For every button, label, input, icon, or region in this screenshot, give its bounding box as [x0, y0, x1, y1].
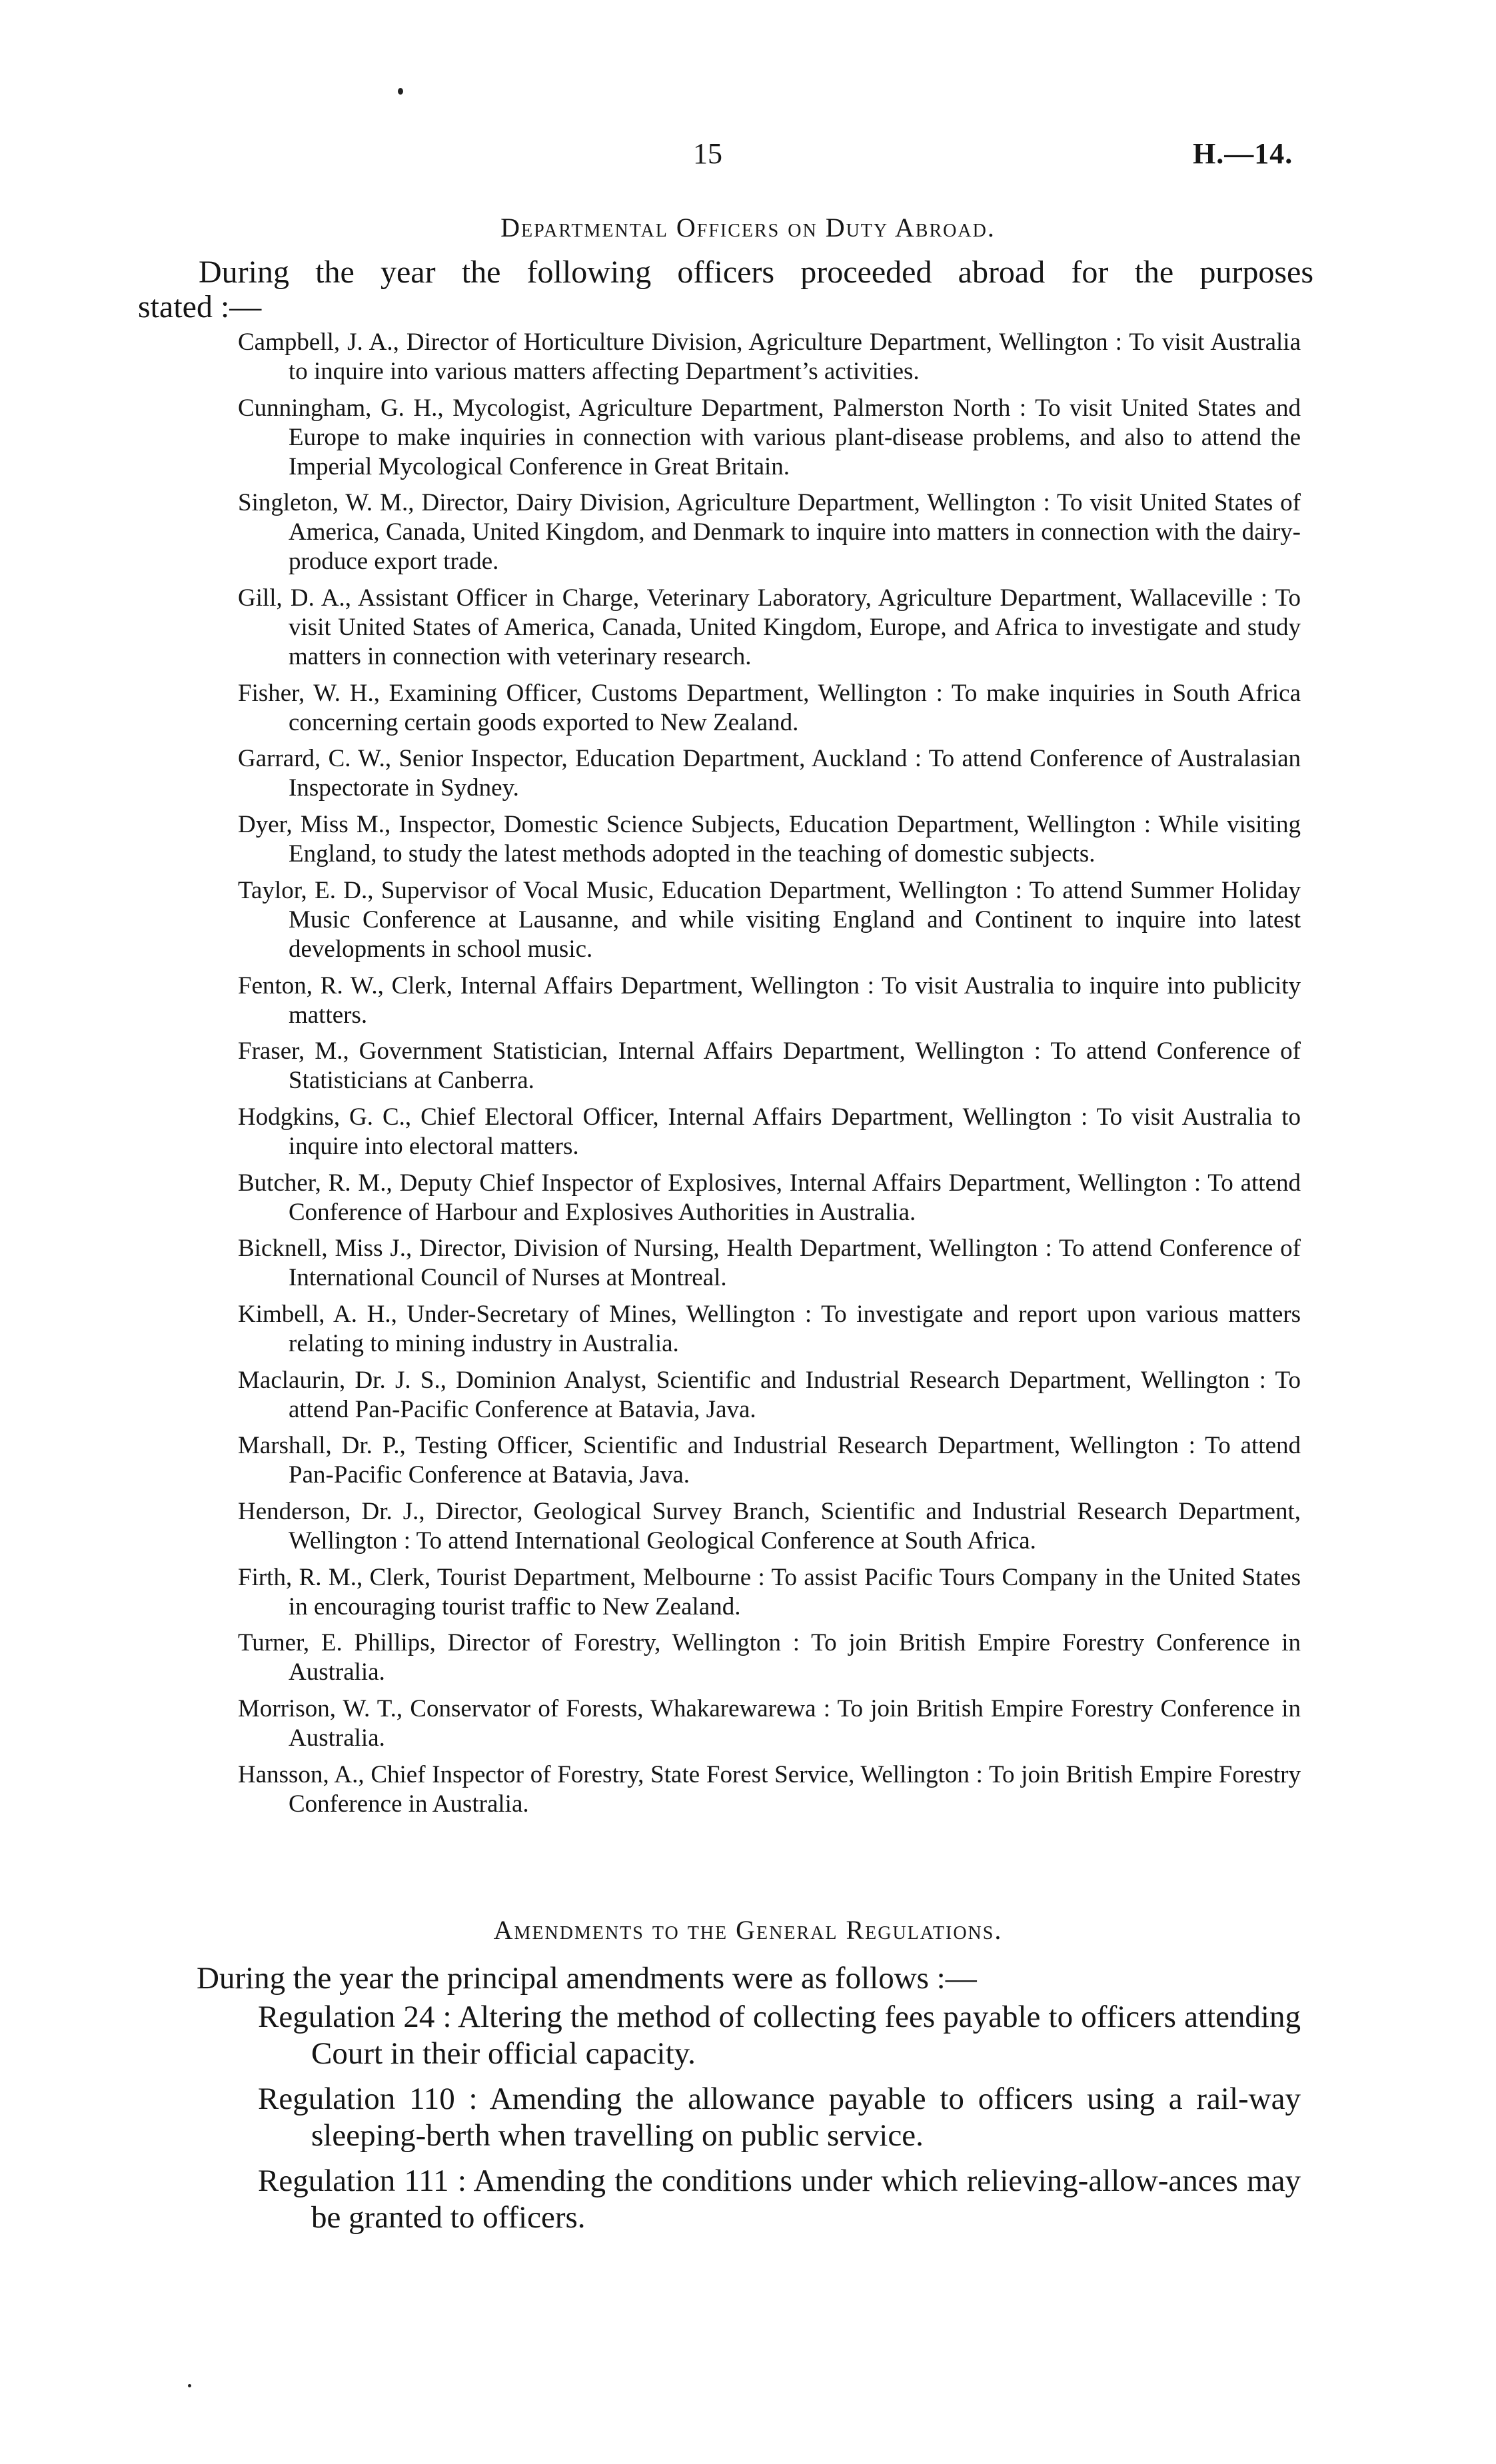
stray-mark — [398, 88, 403, 95]
section-title-officers-abroad: Departmental Officers on Duty Abroad. — [500, 213, 996, 243]
officer-entry: Hansson, A., Chief Inspector of Forestry, State Forest Service, Wellington : To join British Empire Forestry Conference in Australia. — [238, 1760, 1301, 1818]
stray-mark — [188, 2384, 191, 2387]
officer-entry: Morrison, W. T., Conservator of Forests, Whakarewarewa : To join British Empire Forestry Conference in Australia. — [238, 1695, 1301, 1752]
officer-entry: Singleton, W. M., Director, Dairy Division, Agriculture Department, Wellington : To visit United States of America, Canada, United Kingdom, and Denmark to inquire into matters in connection with the dairy-produce export trade. — [238, 489, 1301, 576]
officer-entry: Dyer, Miss M., Inspector, Domestic Science Subjects, Education Department, Wellington : While visiting England, to study the latest methods adopted in the teaching of domestic subjects. — [238, 811, 1301, 868]
section-title-amendments: Amendments to the General Regulations. — [493, 1915, 1003, 1945]
amendment-entry: Regulation 111 : Amending the conditions under which relieving-allow-ances may be granted to officers. — [258, 2163, 1301, 2235]
officer-entry: Bicknell, Miss J., Director, Division of Nursing, Health Department, Wellington : To attend Conference of International Council of Nurses at Montreal. — [238, 1235, 1301, 1292]
officer-entry: Henderson, Dr. J., Director, Geological Survey Branch, Scientific and Industrial Research Department, Wellington : To attend International Geological Conference at South Africa. — [238, 1498, 1301, 1554]
amendment-entry: Regulation 110 : Amending the allowance payable to officers using a rail-way sleeping-berth when travelling on public service. — [258, 2082, 1301, 2153]
officer-entry: Kimbell, A. H., Under-Secretary of Mines, Wellington : To investigate and report upon various matters relating to mining industry in Australia. — [238, 1300, 1301, 1357]
officer-entry: Butcher, R. M., Deputy Chief Inspector of Explosives, Internal Affairs Department, Wellington : To attend Conference of Harbour and Explosives Authorities in Australia. — [238, 1169, 1301, 1226]
officer-entry: Cunningham, G. H., Mycologist, Agriculture Department, Palmerston North : To visit United States and Europe to make inquiries in connection with various plant-disease problems, and also to attend the Imperial Mycological Conference in Great Britain. — [238, 394, 1301, 480]
officer-entry: Maclaurin, Dr. J. S., Dominion Analyst, Scientific and Industrial Research Department, Wellington : To attend Pan-Pacific Conference at Batavia, Java. — [238, 1366, 1301, 1423]
officer-entry: Gill, D. A., Assistant Officer in Charge, Veterinary Laboratory, Agriculture Department, Wallaceville : To visit United States of America, Canada, United Kingdom, Europe, and Africa to investigate and study matters in connection with veterinary research. — [238, 584, 1301, 671]
officer-entry: Turner, E. Phillips, Director of Forestry, Wellington : To join British Empire Forestry Conference in Australia. — [238, 1629, 1301, 1686]
officer-entry: Fisher, W. H., Examining Officer, Customs Department, Wellington : To make inquiries in South Africa concerning certain goods exported to New Zealand. — [238, 679, 1301, 736]
officer-entry: Taylor, E. D., Supervisor of Vocal Music, Education Department, Wellington : To attend Summer Holiday Music Conference at Lausanne, and while visiting England and Continent to inquire into latest developments in school music. — [238, 876, 1301, 963]
page-header — [0, 137, 1496, 177]
amendment-list — [258, 1999, 1301, 2245]
officer-entry: Firth, R. M., Clerk, Tourist Department, Melbourne : To assist Pacific Tours Company in the United States in encouraging tourist traffic to New Zealand. — [238, 1563, 1301, 1620]
officer-list — [238, 328, 1301, 1826]
officer-entry: Hodgkins, G. C., Chief Electoral Officer, Internal Affairs Department, Wellington : To visit Australia to inquire into electoral matters. — [238, 1103, 1301, 1160]
section-intro: During the year the following officers proceeded abroad for the purposes — [199, 255, 1313, 290]
officer-entry: Fenton, R. W., Clerk, Internal Affairs Department, Wellington : To visit Australia to inquire into publicity matters. — [238, 971, 1301, 1029]
officer-entry: Campbell, J. A., Director of Horticulture Division, Agriculture Department, Wellington : To visit Australia to inquire into various matters affecting Department’s activities. — [238, 328, 1301, 385]
officer-entry: Marshall, Dr. P., Testing Officer, Scientific and Industrial Research Department, Wellington : To attend Pan-Pacific Conference at Batavia, Java. — [238, 1432, 1301, 1489]
amendments-intro: During the year the principal amendments were as follows :— — [197, 1961, 977, 1996]
page-number: 15 — [693, 137, 722, 170]
officer-entry: Garrard, C. W., Senior Inspector, Education Department, Auckland : To attend Conference of Australasian Inspectorate in Sydney. — [238, 745, 1301, 802]
officer-entry: Fraser, M., Government Statistician, Internal Affairs Department, Wellington : To attend Conference of Statisticians at Canberra. — [238, 1037, 1301, 1095]
document-reference: H.—14. — [1193, 137, 1293, 170]
section-intro-continuation: stated :— — [138, 289, 262, 324]
amendment-entry: Regulation 24 : Altering the method of collecting fees payable to officers attending Court in their official capacity. — [258, 2000, 1301, 2071]
